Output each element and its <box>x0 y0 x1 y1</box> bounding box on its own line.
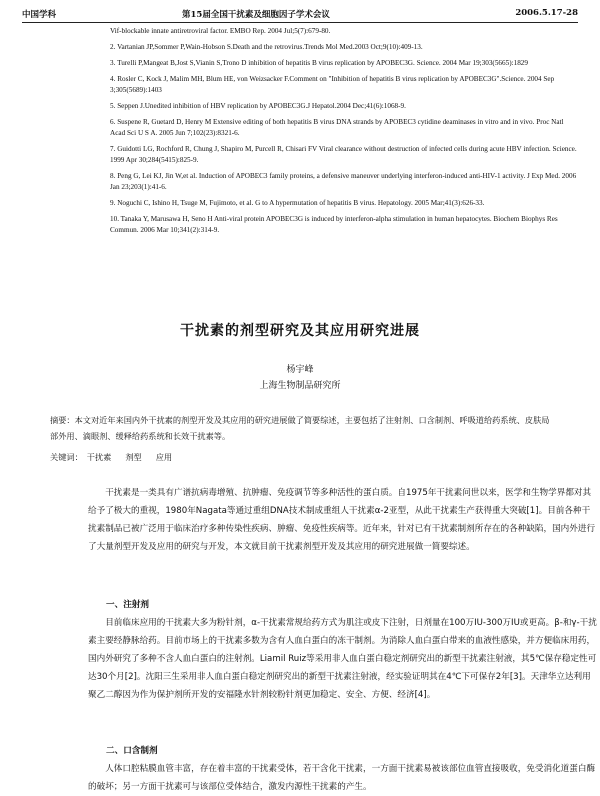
reference-list <box>110 26 580 241</box>
reference-item: 8. Peng G, Lei KJ, Jin W,et al. Induction of APOBEC3 family proteins, a defensive maneuver underlying interferon-induced anti-HIV-1 activity. J Exp Med. 2006 Jan 23;203(1):41-6. <box>110 172 577 191</box>
abstract: 摘要：本文对近年来国内外干扰素的剂型开发及其应用的研究进展做了简要综述，主要包括了注射剂、口含制剂、呼吸道给药系统、皮肤局部外用、滴眼剂、缓释给药系统和长效干扰素等。 <box>50 415 550 441</box>
reference-item: Vif-blockable innate antiretroviral factor. EMBO Rep. 2004 Jul;5(7):679-80. <box>110 27 331 35</box>
keywords-label: 关键词： <box>50 452 83 462</box>
running-header <box>22 6 578 23</box>
paragraph-injection: 目前临床应用的干扰素大多为粉针剂，α-干扰素常规给药方式为肌注或皮下注射，日剂量在100万IU-300万IU或更高。β-和γ-干扰素主要经静脉给药。目前市场上的干扰素多数为含有人血白蛋白的冻干制剂。为消除人血白蛋白带来的血液性感染，并方便临床用药，国内外研究了多种不含人血白蛋白的注射剂。Liamil Ruiz等采用非人血白蛋白稳定剂研究出的新型干扰素注射液，其5℃保存稳定性可达30个月[2]。沈阳三生采用非人血白蛋白稳定剂研究出的新型干扰素注射液，经实验证明其在4℃下可保存2年[3]。天津华立达利用聚乙二醇因为作为保护剂所开发的安福隆水针剂较粉针剂更加稳定、安全、方便、经济[4]。 <box>88 618 597 700</box>
header-title: 第15届全国干扰素及细胞因子学术会议 <box>182 10 330 20</box>
article-author: 杨宇峰 <box>286 365 314 375</box>
article-affiliation: 上海生物制品研究所 <box>259 381 341 391</box>
reference-item: 4. Rosler C, Kock J, Malim MH, Blum HE, von Weizsacker F.Comment on "Inhibition of hepatitis B virus replication by APOBEC3G".Science. 2004 Sep 3;305(5689):1403 <box>110 75 555 94</box>
section-heading-injection: 一、注射剂 <box>106 600 149 610</box>
keyword: 干扰素 <box>86 452 112 462</box>
reference-item: 3. Turelli P,Mangeat B,Jost S,Vianin S,Trono D inhibition of hepatitis B virus replication by APOBEC3G. Science. 2004 Mar 19;303(5665):1829 <box>110 59 528 67</box>
reference-item: 9. Noguchi C, Ishino H, Tsuge M, Fujimoto, et al. G to A hypermutation of hepatitis B virus. Hepatology. 2005 Mar;41(3):626-33. <box>110 199 485 207</box>
keyword: 应用 <box>155 452 173 462</box>
reference-item: 5. Seppen J.Unedited inhibition of HBV replication by APOBEC3G.J Hepatol.2004 Dec;41(6):1068-9. <box>110 102 406 110</box>
paragraph-oral: 人体口腔粘膜血管丰富，存在着丰富的干扰素受体，若干含化干扰素，一方面干扰素易被该部位血管直接吸收，免受消化道蛋白酶的破坏；另一方面干扰素可与该部位受体结合，激发内源性干扰素的产生。 <box>88 764 596 792</box>
header-left: 中国学科 <box>22 10 57 20</box>
reference-item: 10. Tanaka Y, Marusawa H, Seno H Anti-viral protein APOBEC3G is induced by interferon-alpha stimulation in human hepatocytes. Biochem Biophys Res Commun. 2006 Mar 10;341(2):314-9. <box>110 215 558 234</box>
reference-item: 2. Vartanian JP,Sommer P,Wain-Hobson S.Death and the retrovirus.Trends Mol Med.2003 Oct;9(10):409-13. <box>110 43 423 51</box>
keywords <box>50 452 550 463</box>
paragraph-intro: 干扰素是一类具有广谱抗病毒增殖、抗肿瘤、免疫调节等多种活性的蛋白质。自1975年干扰素问世以来，医学和生物学界都对其给予了极大的重视，1980年Nagata等通过重组DNA技术制成重组人干扰素α-2亚型，从此干扰素生产获得重大突破[1]。目前各种干扰素制品已被广泛用于临床治疗多种传染性疾病、肿瘤、免疫性疾病等。近年来，针对已有干扰素制剂所存在的各种缺陷，国内外进行了大量剂型开发及应用的研究与开发，本文就目前干扰素剂型开发及其应用的研究进展做一简要综述。 <box>88 488 596 552</box>
section-heading-oral: 二、口含制剂 <box>106 746 158 756</box>
article-title: 干扰素的剂型研究及其应用研究进展 <box>180 323 420 339</box>
reference-item: 6. Suspene R, Guetard D, Henry M Extensive editing of both hepatitis B virus DNA strands by APOBEC3 cytidine deaminases in vitro and in vivo. Proc Natl Acad Sci U S A. 2005 Jun 7;102(23):8321-6. <box>110 118 564 137</box>
keyword: 剂型 <box>125 452 142 462</box>
header-date: 2006.5.17-28 <box>515 8 578 18</box>
reference-item: 7. Guidotti LG, Rochford R, Chung J, Shapiro M, Purcell R, Chisari FV Viral clearance without destruction of infected cells during acute HBV infection. Science. 1999 Apr 30;284(5415):825-9. <box>110 145 577 164</box>
